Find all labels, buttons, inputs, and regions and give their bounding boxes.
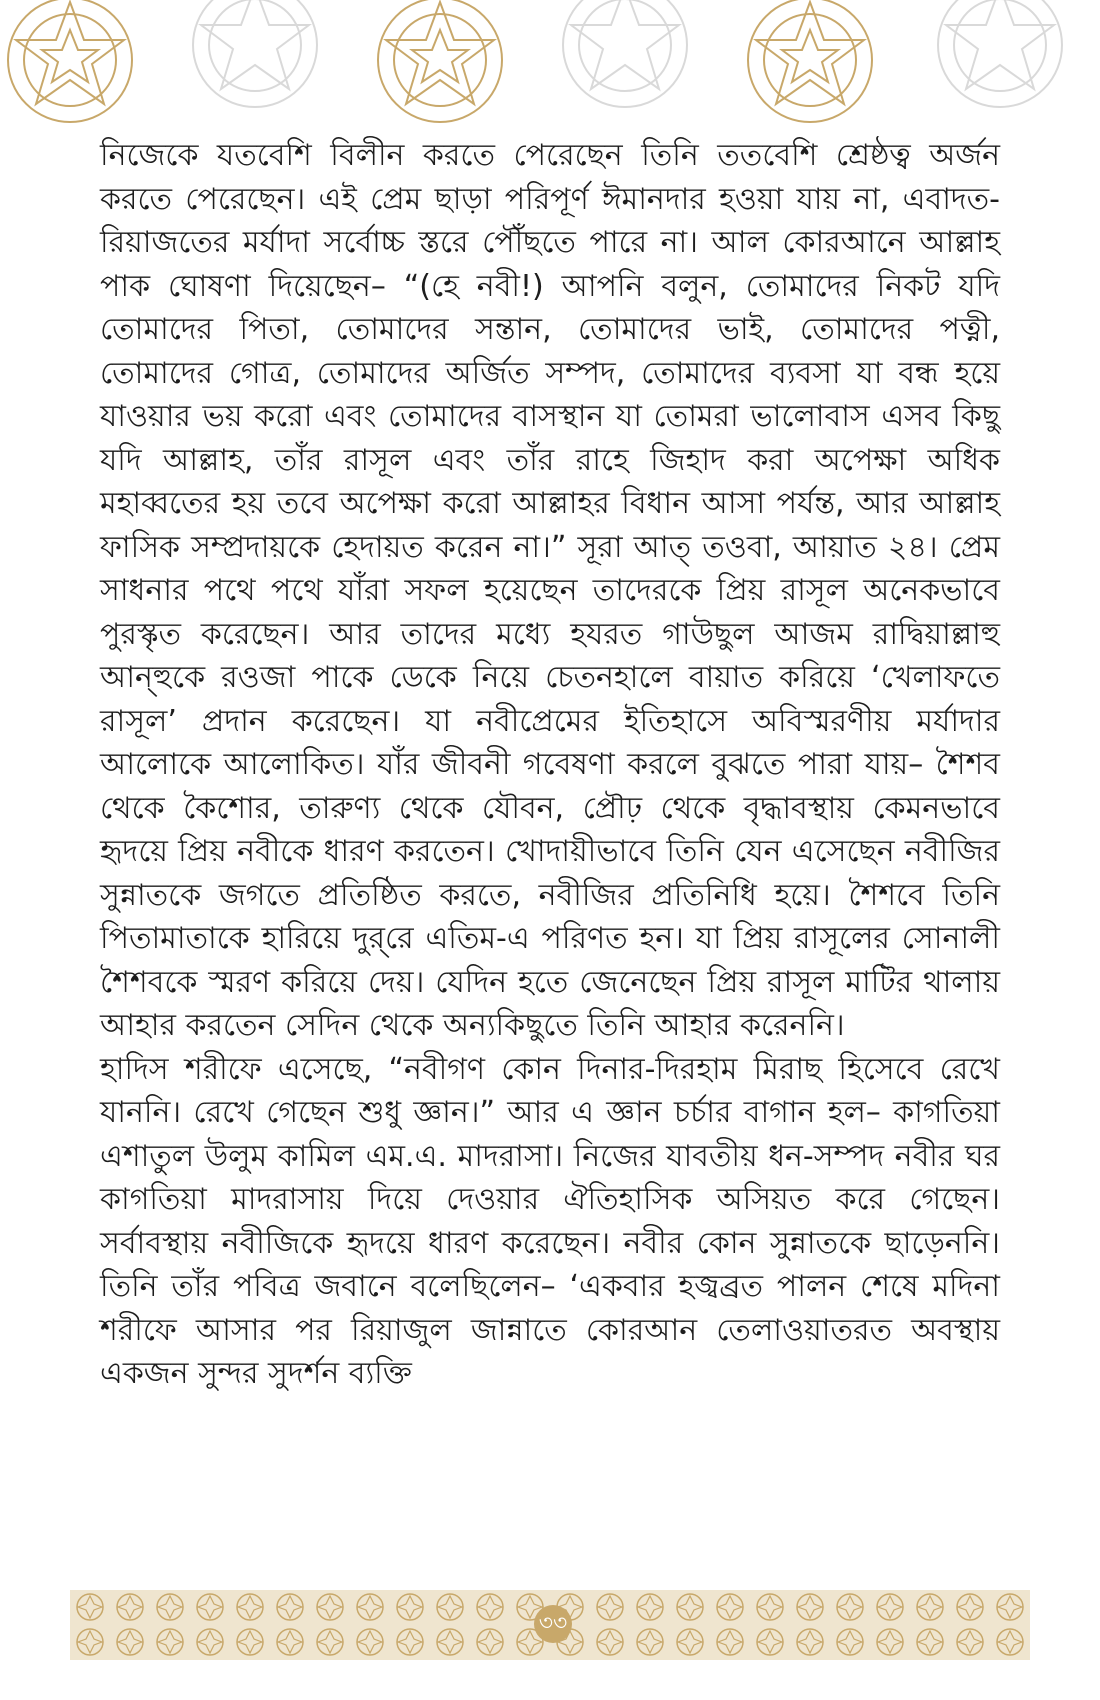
header-ornament-icon — [0, 0, 1100, 135]
body-paragraph: নিজেকে যতবেশি বিলীন করতে পেরেছেন তিনি ততবেশি শ্রেষ্ঠত্ব অর্জন করতে পেরেছেন। এই প্রেম ছাড়া পরিপূর্ণ ঈমানদার হওয়া যায় না, এবাদত-রিয়াজতের মর্যাদা সর্বোচ্চ স্তরে পৌঁছতে পারে না। আল কোরআনে আল্লাহ পাক ঘোষণা দিয়েছেন– “(হে নবী!) আপনি বলুন, তোমাদের নিকট যদি তোমাদের পিতা, তোমাদের সন্তান, তোমাদের ভাই, তোমাদের পত্নী, তোমাদের গোত্র, তোমাদের অর্জিত সম্পদ, তোমাদের ব্যবসা যা বন্ধ হয়ে যাওয়ার ভয় করো এবং তোমাদের বাসস্থান যা তোমরা ভালোবাস এসব কিছু যদি আল্লাহ, তাঁর রাসূল এবং তাঁর রাহে জিহাদ করা অপেক্ষা অধিক মহাব্বতের হয় তবে অপেক্ষা করো আল্লাহর বিধান আসা পর্যন্ত, আর আল্লাহ ফাসিক সম্প্রদায়কে হেদায়ত করেন না।” সূরা আত্ তওবা, আয়াত ২৪। প্রেম সাধনার পথে পথে যাঁরা সফল হয়েছেন তাদেরকে প্রিয় রাসূল অনেকভাবে পুরস্কৃত করেছেন। আর তাদের মধ্যে হযরত গাউছুল আজম রাদ্বিয়াল্লাহু আন্হুকে রওজা পাকে ডেকে নিয়ে চেতনহালে বায়াত করিয়ে ‘খেলাফতে রাসূল’ প্রদান করেছেন। যা নবীপ্রেমের ইতিহাসে অবিস্মরণীয় মর্যাদার আলোকে আলোকিত। যাঁর জীবনী গবেষণা করলে বুঝতে পারা যায়– শৈশব থেকে কৈশোর, তারুণ্য থেকে যৌবন, প্রৌঢ় থেকে বৃদ্ধাবস্থায় কেমনভাবে হৃদয়ে প্রিয় নবীকে ধারণ করতেন। খোদায়ীভাবে তিনি যেন এসেছেন নবীজির সুন্নাতকে জগতে প্রতিষ্ঠিত করতে, নবীজির প্রতিনিধি হয়ে। শৈশবে তিনি পিতামাতাকে হারিয়ে দুর্‌রে এতিম-এ পরিণত হন। যা প্রিয় রাসূলের সোনালী শৈশবকে স্মরণ করিয়ে দেয়। যেদিন হতে জেনেছেন প্রিয় রাসূল মাটির থালায় আহার করতেন সেদিন থেকে অন্যকিছুতে তিনি আহার করেননি। — [100, 138, 1000, 1043]
page-number: ৩৩ — [534, 1605, 572, 1643]
body-text — [100, 134, 1000, 1396]
body-paragraph: হাদিস শরীফে এসেছে, “নবীগণ কোন দিনার-দিরহাম মিরাছ হিসেবে রেখে যাননি। রেখে গেছেন শুধু জ্ঞান।” আর এ জ্ঞান চর্চার বাগান হল– কাগতিয়া এশাতুল উলুম কামিল এম.এ. মাদরাসা। নিজের যাবতীয় ধন-সম্পদ নবীর ঘর কাগতিয়া মাদরাসায় দিয়ে দেওয়ার ঐতিহাসিক অসিয়ত করে গেছেন। সর্বাবস্থায় নবীজিকে হৃদয়ে ধারণ করেছেন। নবীর কোন সুন্নাতকে ছাড়েননি। তিনি তাঁর পবিত্র জবানে বলেছিলেন– ‘একবার হজ্বব্রত পালন শেষে মদিনা শরীফে আসার পর রিয়াজুল জান্নাতে কোরআন তেলাওয়াতরত অবস্থায় একজন সুন্দর সুদর্শন ব্যক্তি — [100, 1051, 1000, 1391]
